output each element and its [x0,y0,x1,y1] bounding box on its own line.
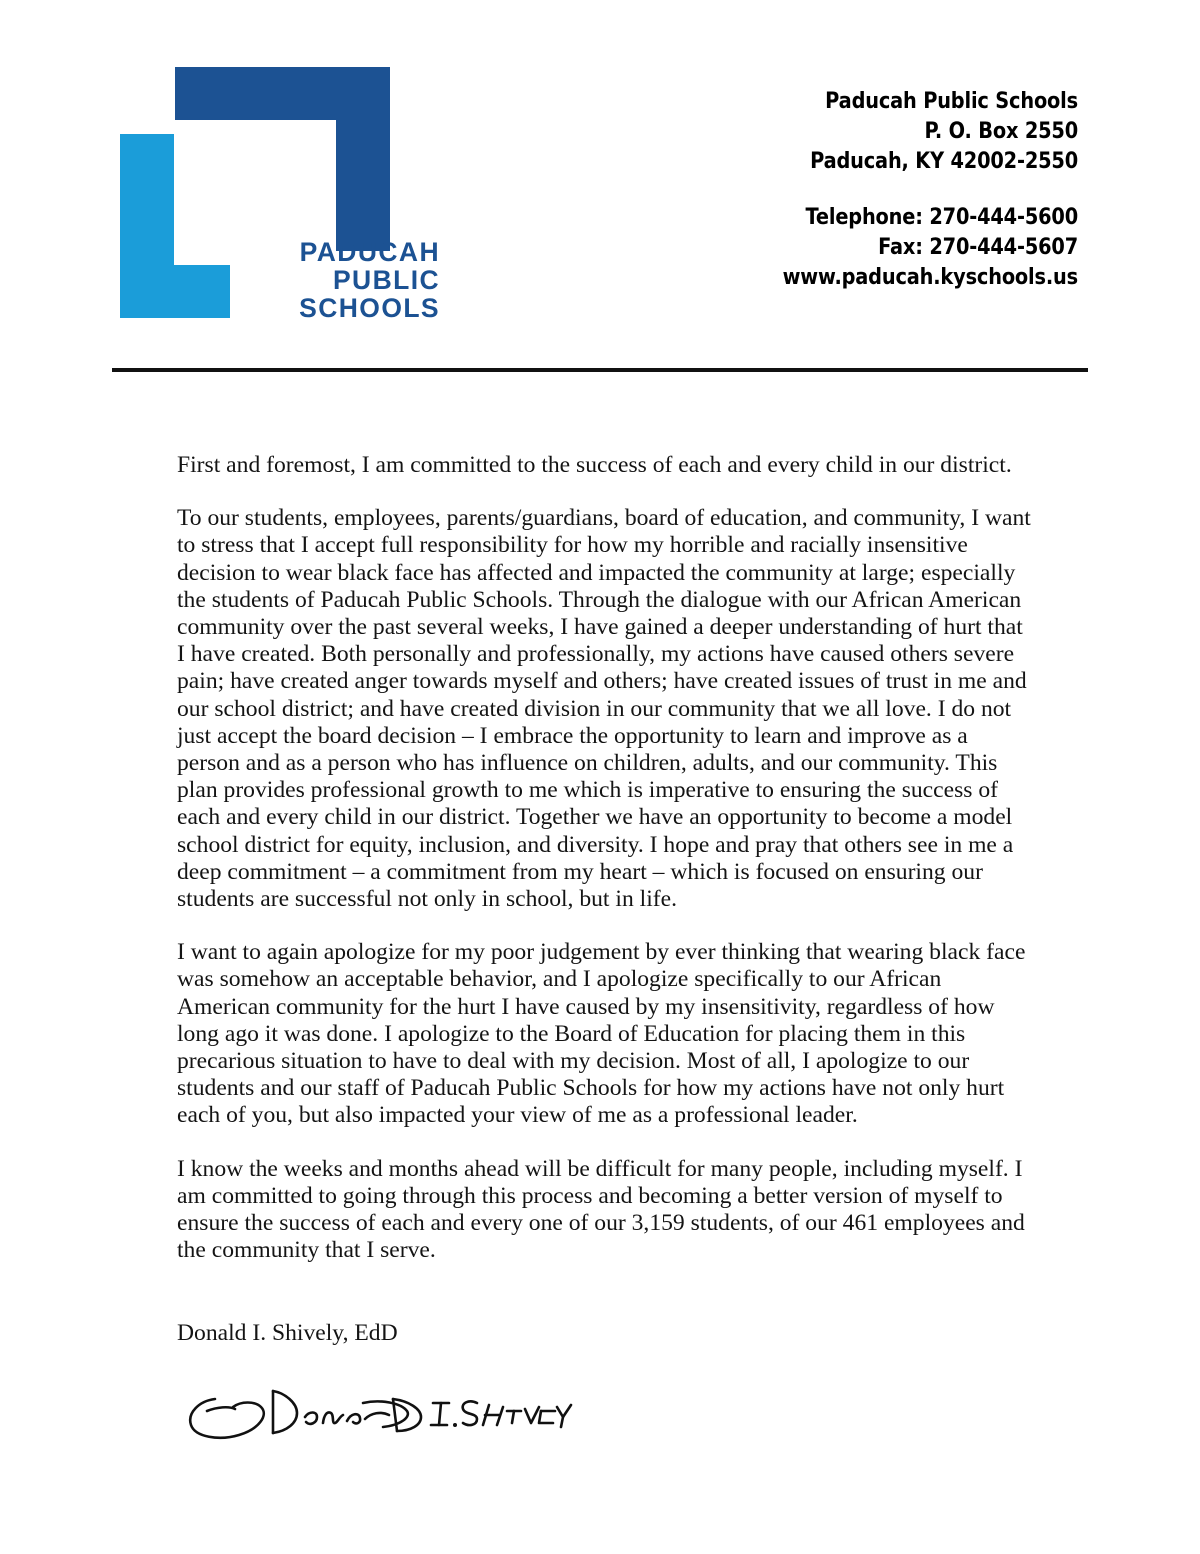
district-logo [118,62,440,324]
fax-line: Fax: 270-444-5607 [878,234,1078,260]
telephone-line: Telephone: 270-444-5600 [805,204,1078,230]
letterhead-address-block [717,86,1078,292]
signature-block [177,1320,697,1447]
signer-name: Donald I. Shively, EdD [177,1320,398,1346]
logo-wordmark-line-1: PADUCAH [299,237,440,267]
website-line: www.paducah.kyschools.us [782,264,1078,290]
letter-paragraph: I know the weeks and months ahead will be difficult for many people, including myself. I am committed to going through this process and becoming a better version of myself to ensure the success of each and every one of our 3,159 students, of our 461 employees and the community that I serve. [177,1155,1025,1264]
handwritten-signature-icon [177,1369,577,1447]
letterhead [0,0,1200,372]
city-state-zip-line: Paducah, KY 42002-2550 [810,148,1078,174]
po-box-line: P. O. Box 2550 [924,118,1078,144]
letter-paragraph: First and foremost, I am committed to the success of each and every child in our district. [177,452,1012,478]
logo-wordmark-line-2: PUBLIC [332,265,440,295]
organization-name: Paducah Public Schools [825,88,1078,114]
letter-body [177,452,1033,1264]
letterhead-divider [112,368,1088,372]
letter-paragraph: I want to again apologize for my poor judgement by ever thinking that wearing black face was somehow an acceptable behavior, and I apologize specifically to our African American community for the hurt I have caused by my insensitivity, regardless of how long ago it was done. I apologize to the Board of Education for placing them in this precarious situation to have to deal with my decision. Most of all, I apologize to our students and our staff of Paducah Public Schools for how my actions have not only hurt each of you, but also impacted your view of me as a professional leader. [177,939,1026,1129]
letter-paragraph: To our students, employees, parents/guardians, board of education, and community, I want to stress that I accept full responsibility for how my horrible and racially insensitive decision to wear black face has affected and impacted the community at large; especially the students of Paducah Public Schools. Through the dialogue with our African American community over the past several weeks, I have gained a deeper understanding of hurt that I have created. Both personally and professionally, my actions have caused others severe pain; have created anger towards myself and others; have created issues of trust in me and our school district; and have created division in our community that we all love. I do not just accept the board decision – I embrace the opportunity to learn and improve as a person and as a person who has influence on children, adults, and our community. This plan provides professional growth to me which is imperative to ensuring the success of each and every child in our district. Together we have an opportunity to become a model school district for equity, inclusion, and diversity. I hope and pray that others see in me a deep commitment – a commitment from my heart – which is focused on ensuring our students are successful not only in school, but in life. [177,505,1031,913]
logo-wordmark-line-3: SCHOOLS [299,293,440,323]
logo-wordmark [178,238,440,322]
address-spacer [717,176,1078,202]
